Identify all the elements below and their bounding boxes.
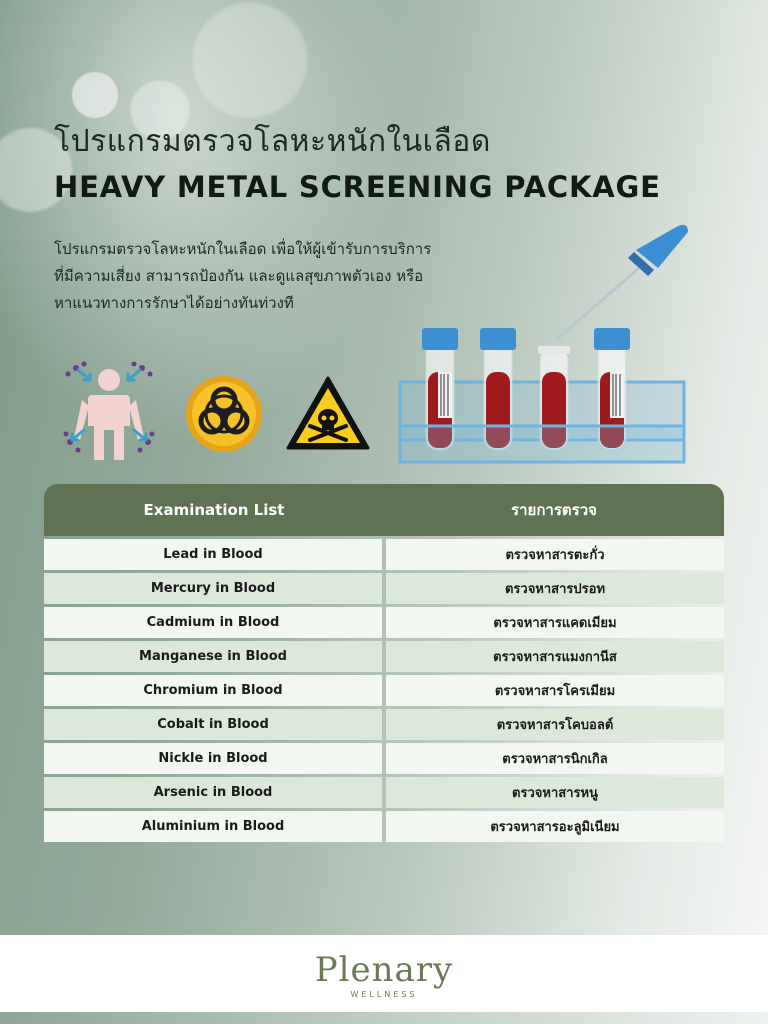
column-header-en: Examination List [143, 501, 285, 519]
exam-name-th: ตรวจหาสารหนู [386, 777, 724, 808]
table-row [44, 743, 724, 774]
exam-name-th: ตรวจหาสารนิกเกิล [386, 743, 724, 774]
exam-name-en: Mercury in Blood [44, 573, 382, 604]
exam-name-th: ตรวจหาสารแมงกานีส [386, 641, 724, 672]
brand-logo-subtitle: WELLNESS [350, 990, 418, 999]
exam-name-th: ตรวจหาสารแคดเมียม [386, 607, 724, 638]
exam-name-en: Cobalt in Blood [44, 709, 382, 740]
exam-name-en: Arsenic in Blood [44, 777, 382, 808]
person-exposure-icon [62, 360, 156, 464]
blood-test-tubes-illustration [396, 222, 696, 468]
exam-name-en: Lead in Blood [44, 539, 382, 570]
table-row [44, 573, 724, 604]
exam-name-th: ตรวจหาสารตะกั่ว [386, 539, 724, 570]
exam-name-th: ตรวจหาสารโคบอลต์ [386, 709, 724, 740]
table-row [44, 811, 724, 842]
table-header [44, 484, 724, 536]
exam-name-en: Nickle in Blood [44, 743, 382, 774]
bottom-decorative-bar [0, 1012, 768, 1024]
exam-name-th: ตรวจหาสารปรอท [386, 573, 724, 604]
exam-name-en: Aluminium in Blood [44, 811, 382, 842]
page-title-thai: โปรแกรมตรวจโลหะหนักในเลือด [54, 124, 491, 159]
exam-name-th: ตรวจหาสารโครเมียม [386, 675, 724, 706]
exam-name-th: ตรวจหาสารอะลูมิเนียม [386, 811, 724, 842]
table-row [44, 675, 724, 706]
table-row [44, 539, 724, 570]
examination-table [44, 484, 724, 842]
table-row [44, 777, 724, 808]
table-row [44, 607, 724, 638]
toxic-warning-icon [284, 374, 372, 454]
exam-name-en: Chromium in Blood [44, 675, 382, 706]
table-row [44, 709, 724, 740]
biohazard-icon [184, 374, 264, 454]
table-row [44, 641, 724, 672]
page-title-english: HEAVY METAL SCREENING PACKAGE [54, 170, 661, 204]
brand-logo-name: Plenary [314, 950, 454, 990]
exam-name-en: Cadmium in Blood [44, 607, 382, 638]
exam-name-en: Manganese in Blood [44, 641, 382, 672]
description-text: โปรแกรมตรวจโลหะหนักในเลือด เพื่อให้ผู้เข้ารับการบริการที่มีความเสี่ยง สามารถป้องกัน และดูแลสุขภาพตัวเอง หรือหาแนวทางการรักษาได้อย่างทันท่วงที [54, 240, 432, 312]
column-header-th: รายการตรวจ [511, 501, 597, 519]
